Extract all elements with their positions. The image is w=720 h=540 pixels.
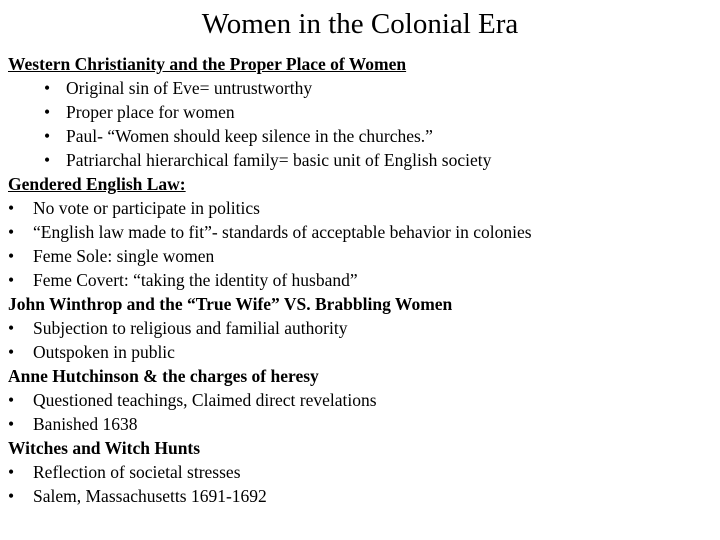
bullet-item [8, 460, 708, 484]
bullet-icon: • [44, 150, 51, 170]
bullet-item [8, 388, 708, 412]
bullet-text: Feme Covert: “taking the identity of husband” [33, 270, 358, 290]
bullet-item [8, 220, 708, 244]
bullet-item [8, 244, 708, 268]
bullet-item [8, 100, 708, 124]
bullet-text: Original sin of Eve= untrustworthy [66, 78, 313, 98]
bullet-item [8, 412, 708, 436]
bullet-text: Paul- “Women should keep silence in the churches.” [66, 126, 433, 146]
bullet-item [8, 124, 708, 148]
bullet-text: No vote or participate in politics [33, 198, 260, 218]
bullet-icon: • [8, 246, 15, 266]
bullet-text: Patriarchal hierarchical family= basic unit of English society [66, 150, 492, 170]
bullet-item [8, 76, 708, 100]
bullet-icon: • [8, 462, 15, 482]
bullet-text: “English law made to fit”- standards of acceptable behavior in colonies [33, 222, 532, 242]
slide-content [8, 52, 708, 508]
bullet-icon: • [8, 486, 15, 506]
bullet-text: Subjection to religious and familial authority [33, 318, 348, 338]
bullet-text: Banished 1638 [33, 414, 138, 434]
bullet-icon: • [8, 222, 15, 242]
section-heading-gendered-law: Gendered English Law: [8, 174, 186, 194]
bullet-item [8, 268, 708, 292]
bullet-text: Reflection of societal stresses [33, 462, 241, 482]
bullet-icon: • [8, 414, 15, 434]
section-heading-winthrop: John Winthrop and the “True Wife” VS. Brabbling Women [8, 294, 453, 314]
bullet-icon: • [8, 318, 15, 338]
bullet-item [8, 484, 708, 508]
bullet-icon: • [8, 270, 15, 290]
bullet-text: Questioned teachings, Claimed direct revelations [33, 390, 377, 410]
bullet-text: Salem, Massachusetts 1691-1692 [33, 486, 267, 506]
bullet-text: Feme Sole: single women [33, 246, 215, 266]
bullet-icon: • [44, 102, 51, 122]
bullet-text: Proper place for women [66, 102, 235, 122]
bullet-icon: • [44, 78, 51, 98]
bullet-text: Outspoken in public [33, 342, 175, 362]
bullet-item [8, 316, 708, 340]
section-heading-western-christianity: Western Christianity and the Proper Place of Women [8, 54, 407, 74]
section-heading-witches: Witches and Witch Hunts [8, 438, 201, 458]
bullet-item [8, 196, 708, 220]
bullet-icon: • [44, 126, 51, 146]
bullet-item [8, 148, 708, 172]
bullet-icon: • [8, 390, 15, 410]
section-heading-hutchinson: Anne Hutchinson & the charges of heresy [8, 366, 319, 386]
bullet-item [8, 340, 708, 364]
bullet-icon: • [8, 342, 15, 362]
slide-title: Women in the Colonial Era [201, 8, 519, 40]
bullet-icon: • [8, 198, 15, 218]
